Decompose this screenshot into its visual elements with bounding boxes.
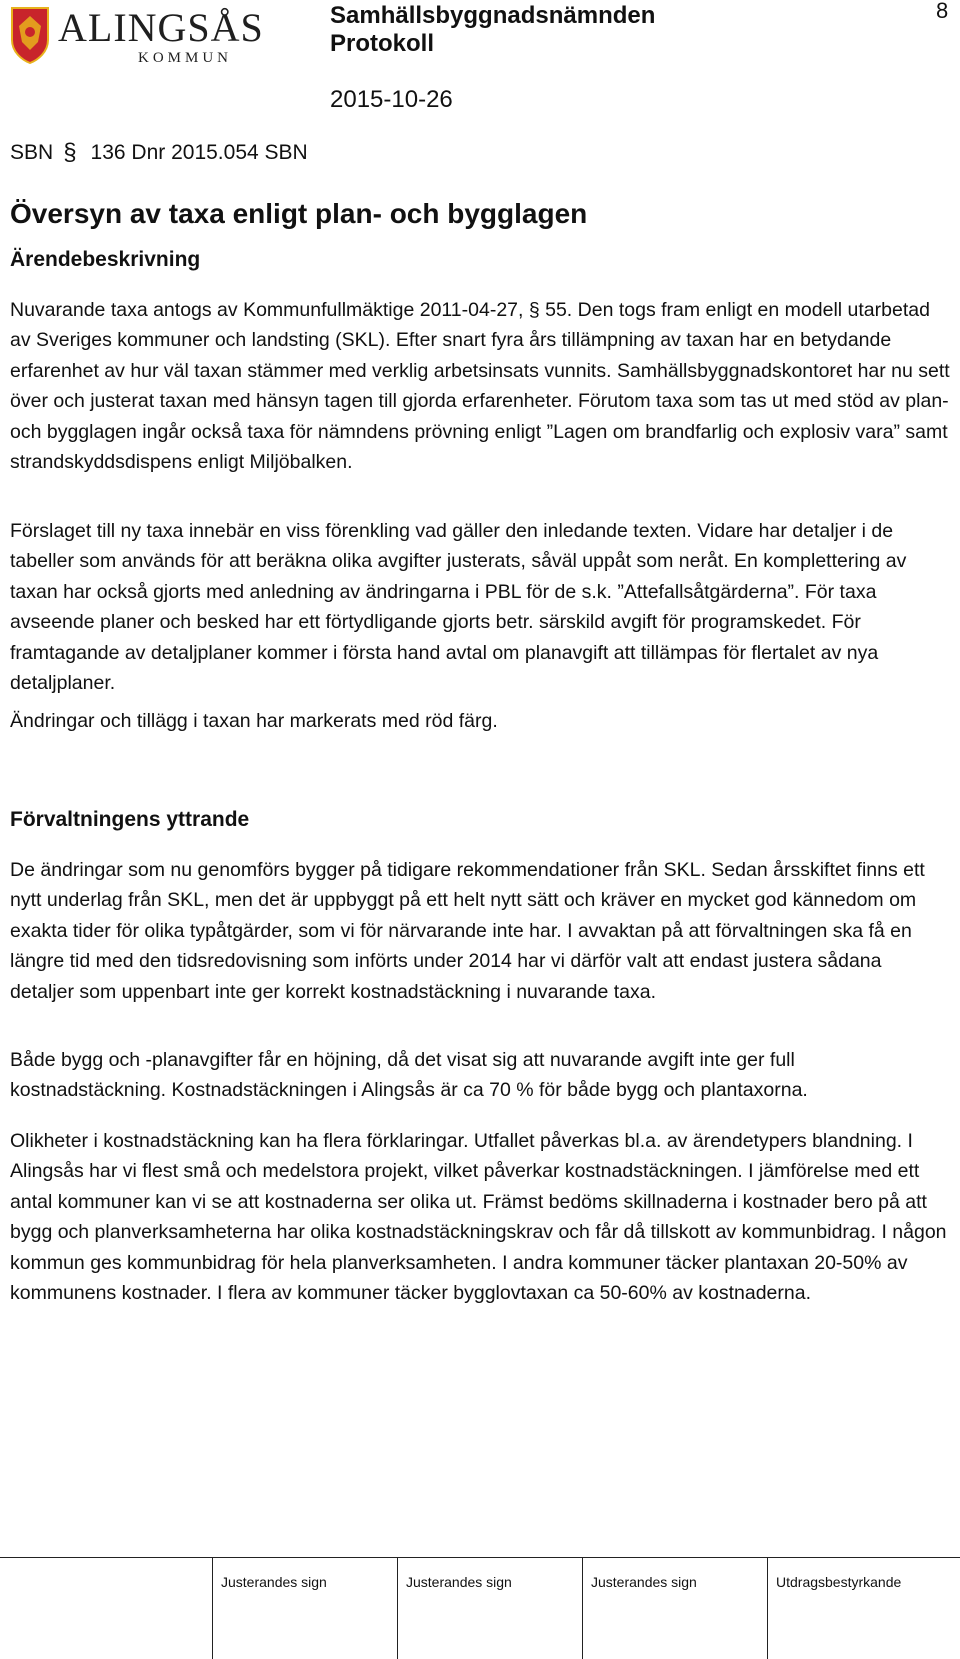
- document-type: Protokoll: [330, 30, 435, 57]
- signature-box: [582, 1557, 762, 1659]
- signature-box: [212, 1557, 392, 1659]
- logo-wordmark: ALINGSÅS: [58, 5, 264, 50]
- paragraph: Nuvarande taxa antogs av Kommunfullmäktige 2011-04-27, § 55. Den togs fram enligt en modell utarbetad av Sveriges kommuner och landsting (SKL). Efter snart fyra års tillämpning av taxan har en betydande erfarenhet av hur väl taxan stämmer med verklig arbetsinsats vunnits. Samhällsbyggnadskontoret har nu sett över och justerat taxan med hänsyn tagen till gjorda erfarenheter. Förutom taxa som tas ut med stöd av plan- och bygglagen ingår också taxa för nämndens prövning enligt ”Lagen om brandfarlig och explosiv vara” samt strandskyddsdispens enligt Miljöbalken.: [10, 299, 950, 474]
- coat-of-arms-icon: [10, 6, 50, 64]
- certification-label: Utdragsbestyrkande: [776, 1574, 902, 1590]
- section-body-yttrande-2: [10, 1045, 950, 1106]
- section-body-arendebeskrivning-2: [10, 516, 950, 698]
- signature-label: Justerandes sign: [406, 1574, 512, 1590]
- certification-box: [767, 1557, 960, 1659]
- paragraph: Både bygg och -planavgifter får en höjning, då det visat sig att nuvarande avgift inte ger full kostnadstäckning. Kostnadstäckningen i Alingsås är ca 70 % för både bygg och plantaxorna.: [10, 1049, 808, 1102]
- committee-name: Samhällsbyggnadsnämnden: [330, 2, 656, 29]
- signature-label: Justerandes sign: [591, 1574, 697, 1590]
- paragraph: Olikheter i kostnadstäckning kan ha flera förklaringar. Utfallet påverkas bl.a. av ärendetypers blandning. I Alingsås har vi flest små och medelstora projekt, vilket påverkar kostnadstäckningen. I jämförelse med ett antal kommuner kan vi se att kostnaderna ser olika ut. Främst bedöms skillnaderna i kostnader bero på att bygg och planverksamheterna har olika kostnadstäckningskrav och får då tillskott av kommunbidrag. I någon kommun ges kommunbidrag för hela planverksamheten. I andra kommuner täcker plantaxan 20-50% av kommunens kostnader. I flera av kommuner täcker bygglovtaxan ca 50-60% av kostnaderna.: [10, 1130, 947, 1305]
- section-heading-arendebeskrivning: Ärendebeskrivning: [10, 248, 201, 271]
- paragraph: Förslaget till ny taxa innebär en viss förenkling vad gäller den inledande texten. Vidare har detaljer i de tabeller som används för att beräkna olika avgifter justerats, såväl uppåt som neråt. En komplettering av taxan har också gjorts med anledning av ändringarna i PBL för de s.k. ”Attefallsåtgärderna”. För taxa avseende planer och besked har ett förtydligande gjorts betr. särskild avgift för programskedet. För framtagande av detaljplaner kommer i första hand avtal om planavgift att tillämpas för flertalet av nya detaljplaner.: [10, 520, 907, 695]
- case-reference: [10, 139, 308, 167]
- document-date: 2015-10-26: [330, 86, 453, 113]
- page-number: 8: [936, 0, 949, 23]
- section-body-arendebeskrivning: [10, 295, 950, 477]
- page-title: Översyn av taxa enligt plan- och bygglagen: [10, 198, 588, 229]
- section-body-yttrande: [10, 855, 950, 1007]
- paragraph: De ändringar som nu genomförs bygger på tidigare rekommendationer från SKL. Sedan årsskiftet finns ett nytt underlag från SKL, men det är uppbyggt på ett helt nytt sätt och kräver en mycket god kännedom om exakta tider för olika typåtgärder, som vi för närvarande inte har. I avvaktan på att förvaltningen ska få en längre tid med den tidsredovisning som införts under 2014 har vi därför valt att endast justera sådana detaljer som uppenbart inte ger korrekt kostnadstäckning i nuvarande taxa.: [10, 859, 925, 1003]
- case-number: 136 Dnr 2015.054 SBN: [90, 141, 308, 164]
- signature-label: Justerandes sign: [221, 1574, 327, 1590]
- section-heading-forvaltningens-yttrande: Förvaltningens yttrande: [10, 808, 250, 831]
- section-sign-icon: §: [63, 139, 77, 166]
- section-body-arendebeskrivning-3: [10, 706, 950, 736]
- paragraph: Ändringar och tillägg i taxan har markerats med röd färg.: [10, 710, 498, 732]
- section-body-yttrande-3: [10, 1126, 950, 1308]
- logo-subtext: KOMMUN: [138, 50, 233, 66]
- signature-box: [397, 1557, 577, 1659]
- municipality-logo: [10, 4, 288, 68]
- case-prefix: SBN: [10, 141, 54, 164]
